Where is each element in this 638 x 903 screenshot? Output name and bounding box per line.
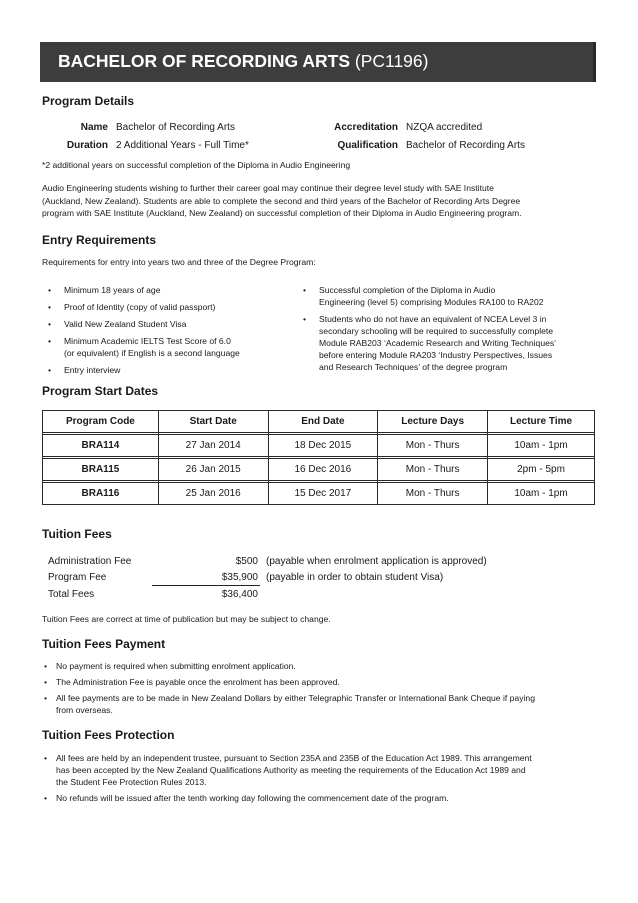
column-header: Program Code (43, 411, 159, 433)
title-banner (40, 42, 596, 82)
bullet-icon: • (48, 365, 52, 375)
protection-heading: Tuition Fees Protection (42, 728, 175, 742)
fee-label: Total Fees (48, 589, 95, 600)
list-item: • Successful completion of the Diploma in Audio Engineering (level 5) comprising Modules RA100 to RA202 (303, 285, 544, 307)
payment-list (42, 660, 602, 720)
program-title: BACHELOR OF RECORDING ARTS (58, 51, 350, 71)
bullet-icon: • (303, 285, 307, 295)
bullet-icon: • (48, 302, 52, 312)
table-cell: Mon - Thurs (378, 483, 488, 505)
list-item: • Minimum Academic IELTS Test Score of 6.0 (or equivalent) if English is a second language (48, 336, 240, 358)
table-cell: 26 Jan 2015 (158, 459, 268, 481)
table-row (43, 459, 595, 481)
column-header: Start Date (158, 411, 268, 433)
entry-list-left (42, 284, 292, 381)
table-cell: 16 Dec 2016 (268, 459, 378, 481)
tuition-fees-heading: Tuition Fees (42, 527, 112, 541)
table-cell: Mon - Thurs (378, 435, 488, 457)
duration-value: 2 Additional Years - Full Time* (116, 140, 249, 151)
bullet-icon: • (48, 336, 52, 346)
start-dates-table (42, 410, 595, 505)
table-cell: 25 Jan 2016 (158, 483, 268, 505)
bullet-icon: • (44, 753, 48, 763)
intro-paragraph (42, 182, 602, 220)
entry-list-right (297, 284, 597, 378)
table-cell: BRA115 (43, 459, 159, 481)
duration-footnote: *2 additional years on successful completion of the Diploma in Audio Engineering (42, 160, 351, 170)
list-item: • All fees are held by an independent trustee, pursuant to Section 235A and 235B of the Education Act 1989. This arrangement has been accepted by the New Zealand Qualifications Authority as meeting the requirements of the Education Act 1989 and the Student Fee Protection Rules 2013. (44, 753, 532, 787)
list-item: • Valid New Zealand Student Visa (48, 319, 187, 329)
table-cell: BRA114 (43, 435, 159, 457)
list-item: • Proof of Identity (copy of valid passport) (48, 302, 216, 312)
fee-amount: $35,900 (221, 572, 258, 583)
duration-label: Duration (66, 140, 108, 151)
entry-intro: Requirements for entry into years two and three of the Degree Program: (42, 257, 316, 267)
payment-heading: Tuition Fees Payment (42, 637, 166, 651)
start-dates-heading: Program Start Dates (42, 384, 159, 398)
name-label: Name (80, 122, 108, 133)
list-item: • Entry interview (48, 365, 121, 375)
table-header-row (43, 411, 595, 433)
table-cell: 15 Dec 2017 (268, 483, 378, 505)
name-value: Bachelor of Recording Arts (116, 122, 235, 133)
list-item: • The Administration Fee is payable once the enrolment has been approved. (44, 677, 340, 687)
list-item: • All fee payments are to be made in New Zealand Dollars by either Telegraphic Transfer or International Bank Cheque if paying from overseas. (44, 693, 535, 715)
fee-label: Administration Fee (48, 556, 132, 567)
table-cell: Mon - Thurs (378, 459, 488, 481)
table-cell: 10am - 1pm (488, 435, 595, 457)
list-item: • No refunds will be issued after the tenth working day following the commencement date of the program. (44, 793, 449, 803)
program-details-heading: Program Details (42, 94, 135, 108)
paragraph-line: Audio Engineering students wishing to further their career goal may continue their degree level study with SAE Institute (42, 183, 494, 193)
column-header: Lecture Time (488, 411, 595, 433)
table-cell: 18 Dec 2015 (268, 435, 378, 457)
column-header: End Date (268, 411, 378, 433)
table-cell: 27 Jan 2014 (158, 435, 268, 457)
paragraph-line: (Auckland, New Zealand). Students are able to complete the second and third years of the Bachelor of Recording Arts Degree (42, 195, 521, 206)
qualification-label: Qualification (337, 140, 398, 151)
bullet-icon: • (48, 285, 52, 295)
bullet-icon: • (303, 314, 307, 324)
fee-amount: $500 (235, 556, 258, 567)
list-item: • Students who do not have an equivalent of NCEA Level 3 in secondary schooling will be required to successfully complete Module RAB203 ‘Academic Research and Writing Techniques’ before entering Module RA203 ‘Industry Perspectives, Issues and Research Techniques’ of the degree program (303, 314, 557, 372)
table-cell: BRA116 (43, 483, 159, 505)
fee-label: Program Fee (48, 572, 107, 583)
accreditation-value: NZQA accredited (406, 122, 483, 133)
total-divider (152, 585, 260, 586)
bullet-icon: • (44, 677, 48, 687)
table-row (43, 483, 595, 505)
table-row (43, 435, 595, 457)
paragraph-line: program with SAE Institute (Auckland, New Zealand) on successful completion of their Diploma in Audio Engineering program. (42, 208, 522, 218)
bullet-icon: • (44, 693, 48, 703)
list-item: • Minimum 18 years of age (48, 285, 161, 295)
page-title (58, 51, 428, 72)
fee-note: (payable in order to obtain student Visa) (266, 572, 444, 583)
tuition-note: Tuition Fees are correct at time of publication but may be subject to change. (42, 614, 331, 624)
list-item: • No payment is required when submitting enrolment application. (44, 661, 296, 671)
accreditation-label: Accreditation (334, 122, 398, 133)
fee-note: (payable when enrolment application is approved) (266, 556, 487, 567)
table-cell: 10am - 1pm (488, 483, 595, 505)
column-header: Lecture Days (378, 411, 488, 433)
qualification-value: Bachelor of Recording Arts (406, 140, 525, 151)
entry-requirements-heading: Entry Requirements (42, 233, 157, 247)
table-cell: 2pm - 5pm (488, 459, 595, 481)
protection-list (42, 752, 602, 808)
bullet-icon: • (44, 793, 48, 803)
fee-amount: $36,400 (221, 589, 258, 600)
program-code: (PC1196) (354, 51, 429, 71)
bullet-icon: • (48, 319, 52, 329)
bullet-icon: • (44, 661, 48, 671)
